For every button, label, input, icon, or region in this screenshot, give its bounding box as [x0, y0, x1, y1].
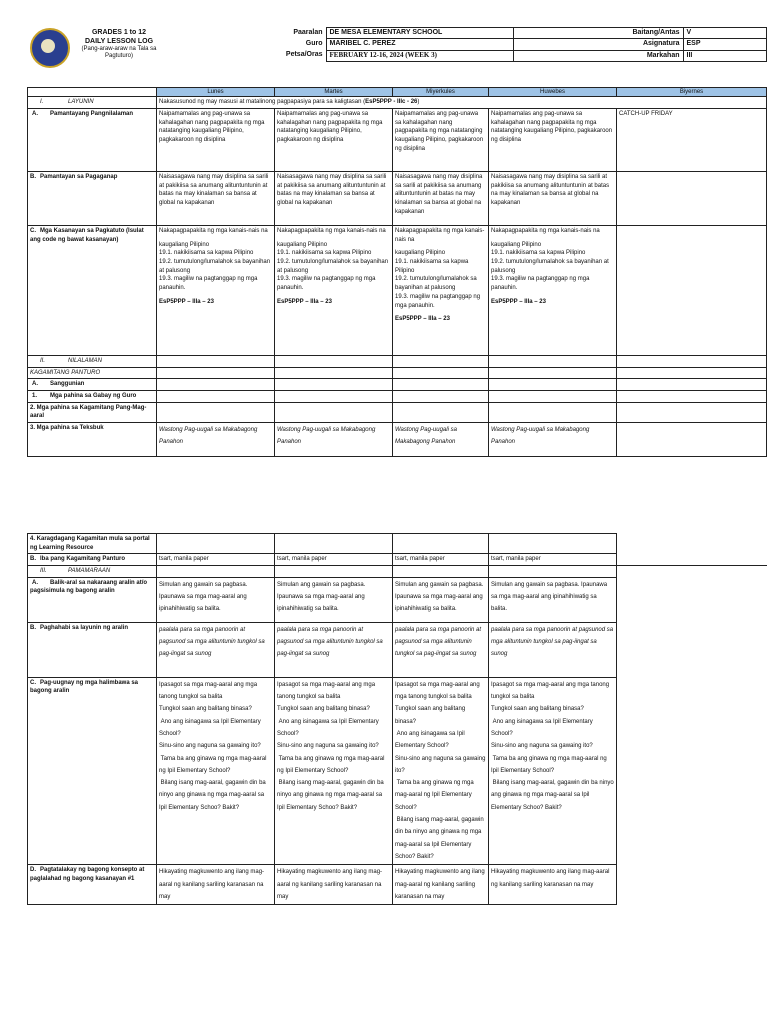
step-c-miyerkules: Ipasagot sa mga mag-aaral ang mga tanong tungkol sa balita Tungkol saan ang balitang binasa? Ano ang isinagawa sa Ipil Elementary School? Sinu-sino ang naguna sa gawaing ito? Tama ba ang ginawa ng mga mag-aaral ng Ipil Elementary School? Bilang isang mag-aaral, gagawin din ba ninyo ang ginawa ng mga mag-aaral sa Ipil Elementary Schoo? Bakit? [393, 677, 489, 864]
teksbuk-lunes: Wastong Pag-uugali sa Makabagong Panahon [157, 423, 275, 457]
day-lunes: Lunes [157, 88, 275, 97]
step-d-lunes: Hikayating magkuwento ang ilang mag-aaral ng kanilang sariling karanasan na may [157, 865, 275, 905]
teksbuk-row [28, 423, 767, 457]
day-martes: Martes [275, 88, 393, 97]
seal-cell [27, 28, 72, 62]
kagamitang-pang-row [28, 402, 767, 422]
step-c-lunes: Ipasagot sa mga mag-aaral ang mga tanong tungkol sa balita Tungkol saan ang balitang binasa? Ano ang isinagawa sa Ipil Elementary School? Sinu-sino ang naguna sa gawaing ito? Tama ba ang ginawa ng mga mag-aaral ng Ipil Elementary School? Bilang isang mag-aaral, gagawin din ba ninyo ang ginawa ng mga mag-aaral sa Ipil Elementary Schoo? Bakit? [157, 677, 275, 864]
guro-value: MARIBEL C. PEREZ [326, 39, 513, 50]
nilalaman-row [28, 356, 767, 368]
log-title [72, 28, 166, 62]
row-a-lunes: Naipamamalas ang pag-unawa sa kahalagahan nang pagpapakita ng mga natatanging kaugaliang Pilipino, pagkakaroon ng disiplina [157, 109, 275, 172]
lesson-table-part1 [27, 87, 767, 457]
kagamitang-pang-label: 2. Mga pahina sa Kagamitang Pang-Mag-aaral [28, 402, 157, 422]
iba-pang-row [28, 554, 767, 566]
step-d-row [28, 865, 767, 905]
step-c-label: C. Pag-uugnay ng mga halimbawa sa bagong aralin [28, 677, 157, 864]
step-c-martes: Ipasagot sa mga mag-aaral ang mga tanong tungkol sa balita Tungkol saan ang balitang binasa? Ano ang isinagawa sa Ipil Elementary School? Sinu-sino ang naguna sa gawaing ito? Tama ba ang ginawa ng mga mag-aaral ng Ipil Elementary School? Bilang isang mag-aaral, gagawin din ba ninyo ang ginawa ng mga mag-aaral sa Ipil Elementary Schoo? Bakit? [275, 677, 393, 864]
sanggunian-label: A. Sanggunian [28, 379, 157, 391]
paaralan-label: Paaralan [293, 28, 323, 36]
row-a-label: A. Pamantayang Pangnilalaman [28, 109, 157, 172]
step-d-miyerkules: Hikayating magkuwento ang ilang mag-aaral ng kanilang sariling karanasan na may [393, 865, 489, 905]
layunin-text: Nakasusunod ng may masusi at matalinong pagpapasiya para sa kaligtasan (EsP5PPP - IIIc - 26) [157, 97, 767, 109]
row-c-lunes: Nakapagpapakita ng mga kanais-nais na kaugaliang Pilipino 19.1. nakikiisama sa kapwa Pilipino 19.2. tumutulong/lumalahok sa bayanihan at palusong 19.3. magiliw na pagtanggap ng mga panauhin. EsP5PPP – IIIa – 23 [157, 226, 275, 356]
sanggunian-row [28, 379, 767, 391]
step-b-row [28, 622, 767, 677]
day-miyerkules: Miyerkules [393, 88, 489, 97]
row-c-biyernes [617, 226, 767, 356]
row-c-miyerkules: Nakapagpapakita ng mga kanais-nais na kaugaliang Pilipino 19.1. nakikiisama sa kapwa Pilipino 19.2. tumutulong/lumalahok sa bayanihan at palusong 19.3. magiliw na pagtanggap ng mga panauhin. EsP5PPP – IIIa – 23 [393, 226, 489, 356]
karagdagang-label: 4. Karagdagang Kagamitan mula sa portal ng Learning Resource [28, 534, 157, 554]
step-b-huwebes: paalala para sa mga panoorin at pagsunod sa mga alituntunin tungkol sa pag-iingat sa sunog [489, 622, 617, 677]
markahan-value: III [683, 50, 766, 61]
day-biyernes: Biyernes [617, 88, 767, 97]
lesson-table-part2 [27, 533, 767, 905]
row-b-miyerkules: Naisasagawa nang may disiplina sa sarili at pakikiisa sa anumang alituntuntunin at batas na may kinalaman sa bansa at global na kapakanan [393, 172, 489, 226]
row-b-huwebes: Naisasagawa nang may disiplina sa sarili at pakikiisa sa anumang alituntuntunin at batas na may kinalaman sa bansa at global na kapakanan [489, 172, 617, 226]
step-a-label: A. Balik-aral sa nakaraang aralin at/o pagsisimula ng bagong aralin [28, 577, 157, 622]
row-a-huwebes: Naipamamalas ang pag-unawa sa kahalagahan nang pagpapakita ng mga natatanging kaugaliang Pilipino, pagkakaroon ng disiplina [489, 109, 617, 172]
asignatura-value: ESP [683, 39, 766, 50]
markahan-label: Markahan [513, 50, 683, 61]
row-b-biyernes [617, 172, 767, 226]
gabay-label: 1. Mga pahina sa Gabay ng Guro [28, 391, 157, 403]
step-a-martes: Simulan ang gawain sa pagbasa. Ipaunawa sa mga mag-aaral ang ipinahihiwatig sa balita. [275, 577, 393, 622]
step-c-row [28, 677, 767, 864]
day-header-row [28, 88, 767, 97]
step-b-label: B. Paghahabi sa layunin ng aralin [28, 622, 157, 677]
petsa-value: FEBRUARY 12-16, 2024 (WEEK 3) [326, 50, 513, 61]
iba-pang-martes: tsart, manila paper [275, 554, 393, 566]
step-d-huwebes: Hikayating magkuwento ang ilang mag-aaral ng kanilang sariling karanasan na may [489, 865, 617, 905]
guro-label: Guro [305, 39, 323, 47]
row-mga-kasanayan [28, 226, 767, 356]
iba-pang-huwebes: tsart, manila paper [489, 554, 617, 566]
row-a-martes: Naipamamalas ang pag-unawa sa kahalagahan nang pagpapakita ng mga natatanging kaugaliang Pilipino, pagkakaroon ng disiplina [275, 109, 393, 172]
row-a-miyerkules: Naipamamalas ang pag-unawa sa kahalagahan nang pagpapakita ng mga natatanging kaugaliang Pilipino, pagkakaroon ng disiplina [393, 109, 489, 172]
row-c-huwebes: Nakapagpapakita ng mga kanais-nais na kaugaliang Pilipino 19.1. nakikiisama sa kapwa Pilipino 19.2. tumutulong/lumalahok sa bayanihan at palusong 19.3. magiliw na pagtanggap ng mga panauhin. EsP5PPP – IIIa – 23 [489, 226, 617, 356]
row-b-martes: Naisasagawa nang may disiplina sa sarili at pakikiisa sa anumang alituntuntunin at batas na may kinalaman sa bansa at global na kapakanan [275, 172, 393, 226]
iba-pang-lunes: tsart, manila paper [157, 554, 275, 566]
teksbuk-martes: Wastong Pag-uugali sa Makabagong Panahon [275, 423, 393, 457]
row-c-label: C. Mga Kasanayan sa Pagkatuto (Isulat ang code ng bawat kasanayan) [28, 226, 157, 356]
row-pamantayang-pangnilalaman [28, 109, 767, 172]
day-header-blank [28, 88, 157, 97]
gabay-row [28, 391, 767, 403]
step-b-miyerkules: paalala para sa mga panoorin at pagsunod sa mga alituntunin tungkol sa pag-iingat sa sunog [393, 622, 489, 677]
step-d-martes: Hikayating magkuwento ang ilang mag-aaral ng kanilang sariling karanasan na may [275, 865, 393, 905]
step-a-miyerkules: Simulan ang gawain sa pagbasa. Ipaunawa sa mga mag-aaral ang ipinahihiwatig sa balita. [393, 577, 489, 622]
step-d-label: D. Pagtatalakay ng bagong konsepto at paglalahad ng bagong kasanayan #1 [28, 865, 157, 905]
row-b-label: B. Pamantayan sa Pagaganap [28, 172, 157, 226]
log-title-grades: GRADES 1 to 12 [91, 28, 147, 36]
baitang-value: V [683, 28, 766, 39]
step-b-martes: paalala para sa mga panoorin at pagsunod sa mga alituntunin tungkol sa pag-iingat sa sunog [275, 622, 393, 677]
log-title-dll: DAILY LESSON LOG [84, 37, 154, 45]
pamamaraan-row [28, 566, 767, 578]
step-a-row [28, 577, 767, 622]
paaralan-value: DE MESA ELEMENTARY SCHOOL [326, 28, 513, 39]
kagamitan-label: KAGAMITANG PANTURO [28, 367, 157, 379]
row-a-biyernes: CATCH-UP FRIDAY [617, 109, 767, 172]
step-b-lunes: paalala para sa mga panoorin at pagsunod sa mga alituntunin tungkol sa pag-iingat sa sunog [157, 622, 275, 677]
karagdagang-row [28, 534, 767, 554]
step-c-huwebes: Ipasagot sa mga mag-aaral ang mga tanong tungkol sa balita Tungkol saan ang balitang binasa? Ano ang isinagawa sa Ipil Elementary School? Sinu-sino ang naguna sa gawaing ito? Tama ba ang ginawa ng mga mag-aaral ng Ipil Elementary School? Bilang isang mag-aaral, gagawin din ba ninyo ang ginawa ng mga mag-aaral sa Ipil Elementary Schoo? Bakit? [489, 677, 617, 864]
petsa-label: Petsa/Oras [285, 51, 323, 58]
day-huwebes: Huwebes [489, 88, 617, 97]
row-c-martes: Nakapagpapakita ng mga kanais-nais na kaugaliang Pilipino 19.1. nakikiisama sa kapwa Pilipino 19.2. tumutulong/lumalahok sa bayanihan at palusong 19.3. magiliw na pagtanggap ng mga panauhin. EsP5PPP – IIIa – 23 [275, 226, 393, 356]
asignatura-label: Asignatura [513, 39, 683, 50]
iba-pang-miyerkules: tsart, manila paper [393, 554, 489, 566]
row-pamantayan-sa-pagaganap [28, 172, 767, 226]
baitang-label: Baitang/Antas [513, 28, 683, 39]
header-table [27, 27, 767, 62]
nilalaman-label: II. NILALAMAN [28, 356, 157, 368]
log-title-sub: (Pang-araw-araw na Tala sa Pagtuturo) [81, 45, 157, 60]
teksbuk-miyerkules: Wastong Pag-uugali sa Makabagong Panahon [393, 423, 489, 457]
iba-pang-label: B. Iba pang Kagamitang Panturo [28, 554, 157, 566]
layunin-label: I. LAYUNIN [28, 97, 157, 109]
kagamitan-row [28, 367, 767, 379]
step-a-huwebes: Simulan ang gawain sa pagbasa. Ipaunawa sa mga mag-aaral ang ipinahihiwatig sa balita. [489, 577, 617, 622]
step-a-lunes: Simulan ang gawain sa pagbasa. Ipaunawa sa mga mag-aaral ang ipinahihiwatig sa balita. [157, 577, 275, 622]
teksbuk-label: 3. Mga pahina sa Teksbuk [28, 423, 157, 457]
layunin-row [28, 97, 767, 109]
pamamaraan-label: III. PAMAMARAAN [28, 566, 157, 578]
teksbuk-huwebes: Wastong Pag-uugali sa Makabagong Panahon [489, 423, 617, 457]
row-b-lunes: Naisasagawa nang may disiplina sa sarili at pakikiisa sa anumang alituntuntunin at batas na may kinalaman sa bansa at global na kapakanan [157, 172, 275, 226]
